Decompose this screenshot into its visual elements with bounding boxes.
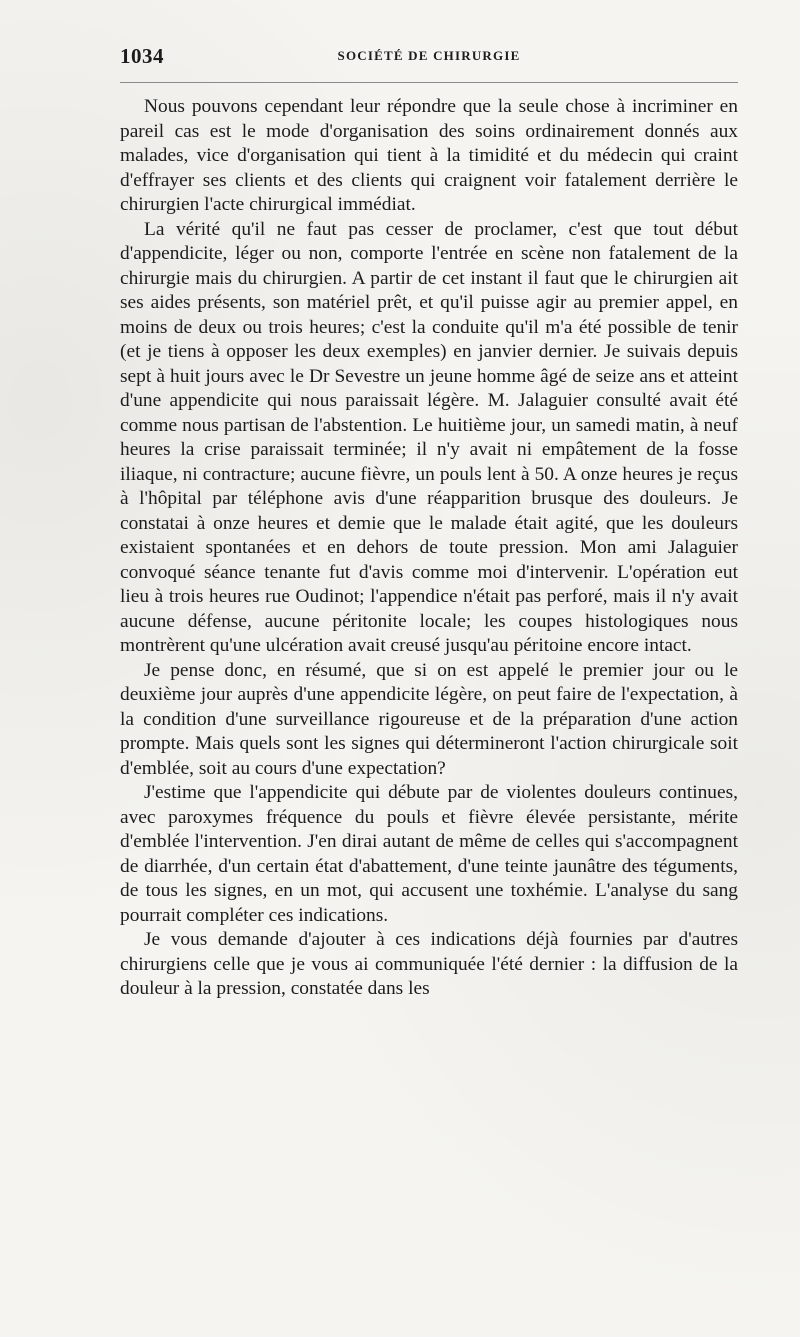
paragraph: Je vous demande d'ajouter à ces indications déjà fournies par d'autres chirurgiens celle que je vous ai communiquée l'été dernier : la diffusion de la douleur à la pression, constatée dans les [120,929,738,999]
page-number: 1034 [120,44,164,68]
paragraph: J'estime que l'appendicite qui débute par de violentes douleurs continues, avec paroxymes fréquence du pouls et fièvre élevée persistante, mérite d'emblée l'intervention. J'en dirai autant de même de celles qui s'accompagnent de diarrhée, d'un certain état d'abattement, d'une teinte jaunâtre des téguments, de tous les signes, en un mot, qui accusent une toxhémie. L'analyse du sang pourrait compléter ces indications. [120,782,738,926]
paragraph: La vérité qu'il ne faut pas cesser de proclamer, c'est que tout début d'appendicite, léger ou non, comporte l'entrée en scène non fatalement de la chirurgie mais du chirurgien. A partir de cet instant il faut que le chirurgien ait ses aides présents, son matériel prêt, et qu'il puisse agir au premier appel, en moins de deux ou trois heures; c'est la conduite qu'il m'a été possible de tenir (et je tiens à opposer les deux exemples) en janvier dernier. Je suivais depuis sept à huit jours avec le Dr Sevestre un jeune homme âgé de seize ans et atteint d'une appendicite qui nous paraissait légère. M. Jalaguier consulté avait été comme nous partisan de l'abstention. Le huitième jour, un samedi matin, à neuf heures la crise paraissait terminée; il n'y avait ni empâtement de la fosse iliaque, ni contracture; aucune fièvre, un pouls lent à 50. A onze heures je reçus à l'hôpital par téléphone avis d'une réapparition brusque des douleurs. Je constatai à onze heures et demie que le malade était agité, que les douleurs existaient spontanées et en dehors de toute pression. Mon ami Jalaguier convoqué séance tenante fut d'avis comme moi d'intervenir. L'opération eut lieu à trois heures rue Oudinot; l'appendice n'était pas perforé, mais il n'y avait aucune défense, aucune péritonite locale; les coupes histologiques nous montrèrent qu'une ulcération avait creusé jusqu'au péritoine encore intact. [120,218,738,656]
paragraph: Je pense donc, en résumé, que si on est appelé le premier jour ou le deuxième jour auprès d'une appendicite légère, on peut faire de l'expectation, à la condition d'une surveillance rigoureuse et de la préparation d'une action prompte. Mais quels sont les signes qui détermineront l'action chirurgicale soit d'emblée, soit au cours d'une expectation? [120,659,738,779]
header-rule [120,82,738,83]
page-header [120,44,738,74]
running-head: SOCIÉTÉ DE CHIRURGIE [337,48,521,63]
paragraph: Nous pouvons cependant leur répondre que la seule chose à incriminer en pareil cas est le mode d'organisation des soins ordinairement donnés aux malades, vice d'organisation qui tient à la timidité et du médecin qui craint d'effrayer ses clients et des clients qui craignent voir fatalement derrière le chirurgien l'acte chirurgical immédiat. [120,96,738,215]
body-text [120,95,738,1002]
